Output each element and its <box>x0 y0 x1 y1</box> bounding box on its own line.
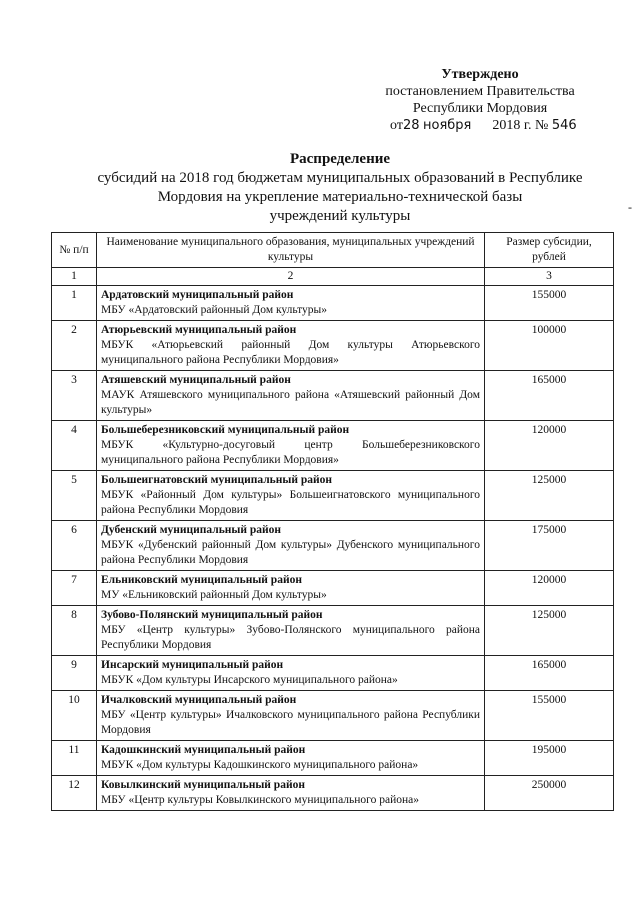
row-name-cell <box>97 321 485 371</box>
subsidy-amount: 165000 <box>485 371 614 421</box>
institution-name: МУ «Ельниковский районный Дом культуры» <box>101 589 327 601</box>
row-number: 11 <box>52 741 97 776</box>
institution-name: МБУК «Дом культуры Кадошкинского муниципального района» <box>101 759 419 771</box>
district-name: Атяшевский муниципальный район <box>101 374 291 386</box>
row-name-cell <box>97 371 485 421</box>
column-index-row <box>52 268 614 286</box>
index-cell-3: 3 <box>485 268 614 286</box>
district-name: Зубово-Полянский муниципальный район <box>101 609 323 621</box>
distribution-table <box>51 232 614 811</box>
row-name-cell <box>97 286 485 321</box>
table-row <box>52 321 614 371</box>
approval-date-line <box>360 117 600 134</box>
district-name: Инсарский муниципальный район <box>101 659 284 671</box>
row-name-cell <box>97 571 485 606</box>
row-number: 12 <box>52 776 97 811</box>
table-row <box>52 606 614 656</box>
heading-subtitle-1: субсидий на 2018 год бюджетам муниципальных образований в Республике <box>97 170 583 186</box>
index-cell-1: 1 <box>52 268 97 286</box>
subsidy-amount: 175000 <box>485 521 614 571</box>
row-name-cell <box>97 421 485 471</box>
heading-subtitle-3: учреждений культуры <box>269 208 411 224</box>
row-number: 7 <box>52 571 97 606</box>
table-row <box>52 691 614 741</box>
row-number: 10 <box>52 691 97 741</box>
row-number: 6 <box>52 521 97 571</box>
row-number: 5 <box>52 471 97 521</box>
table-body <box>52 268 614 811</box>
row-number: 3 <box>52 371 97 421</box>
table-row <box>52 776 614 811</box>
row-name-cell <box>97 521 485 571</box>
institution-name: МБУК «Районный Дом культуры» Большеигнатовского муниципального района Республики Мордовия <box>101 489 480 516</box>
institution-name: МБУ «Центр культуры» Зубово-Полянского муниципального района Республики Мордовия <box>101 624 480 651</box>
table-row <box>52 421 614 471</box>
subsidy-amount: 165000 <box>485 656 614 691</box>
institution-name: МБУК «Дом культуры Инсарского муниципального района» <box>101 674 398 686</box>
row-number: 8 <box>52 606 97 656</box>
district-name: Большеберезниковский муниципальный район <box>101 424 350 436</box>
approval-line-2: Республики Мордовия <box>412 101 548 116</box>
approval-block <box>360 66 600 134</box>
subsidy-amount: 125000 <box>485 471 614 521</box>
district-name: Ельниковский муниципальный район <box>101 574 302 586</box>
row-name-cell <box>97 656 485 691</box>
row-name-cell <box>97 691 485 741</box>
subsidy-amount: 100000 <box>485 321 614 371</box>
district-name: Ковылкинский муниципальный район <box>101 779 305 791</box>
district-name: Большеигнатовский муниципальный район <box>101 474 332 486</box>
document-heading <box>60 150 620 226</box>
institution-name: МАУК Атяшевского муниципального района «Атяшевский районный Дом культуры» <box>101 389 480 416</box>
row-name-cell <box>97 606 485 656</box>
date-month: ноября <box>422 118 472 133</box>
institution-name: МБУ «Ардатовский районный Дом культуры» <box>101 304 328 316</box>
district-name: Дубенский муниципальный район <box>101 524 282 536</box>
table-row <box>52 741 614 776</box>
subsidy-amount: 195000 <box>485 741 614 776</box>
district-name: Атюрьевский муниципальный район <box>101 324 297 336</box>
table-row <box>52 656 614 691</box>
heading-title: Распределение <box>289 151 391 167</box>
table-row <box>52 286 614 321</box>
row-number: 4 <box>52 421 97 471</box>
institution-name: МБУ «Центр культуры» Ичалковского муниципального района Республики Мордовия <box>101 709 480 736</box>
institution-name: МБУК «Культурно-досуговый центр Большеберезниковского муниципального района Республики Мордовия» <box>101 439 480 466</box>
district-name: Кадошкинский муниципальный район <box>101 744 306 756</box>
date-day: 28 <box>402 118 420 133</box>
row-name-cell <box>97 471 485 521</box>
date-year: 2018 г. <box>492 118 532 133</box>
subsidy-amount: 250000 <box>485 776 614 811</box>
row-number: 2 <box>52 321 97 371</box>
district-name: Ичалковский муниципальный район <box>101 694 297 706</box>
date-prefix: от <box>390 118 403 133</box>
subsidy-amount: 125000 <box>485 606 614 656</box>
institution-name: МБУ «Центр культуры Ковылкинского муниципального района» <box>101 794 420 806</box>
subsidy-amount: 155000 <box>485 691 614 741</box>
row-name-cell <box>97 776 485 811</box>
header-name: Наименование муниципального образования, муниципальных учреждений культуры <box>97 233 485 268</box>
institution-name: МБУК «Дубенский районный Дом культуры» Дубенского муниципального района Республики Мордовия <box>101 539 480 566</box>
number-sign: № <box>535 118 549 133</box>
decree-number: 546 <box>551 118 577 133</box>
row-name-cell <box>97 741 485 776</box>
table-row <box>52 371 614 421</box>
header-amount: Размер субсидии, рублей <box>485 233 614 268</box>
district-name: Ардатовский муниципальный район <box>101 289 294 301</box>
approval-line-1: постановлением Правительства <box>385 84 575 99</box>
row-number: 9 <box>52 656 97 691</box>
header-num: № п/п <box>52 233 97 268</box>
table-row <box>52 571 614 606</box>
heading-subtitle-2: Мордовия на укрепление материально-технической базы <box>157 189 523 205</box>
margin-mark: - <box>628 200 632 214</box>
index-cell-2: 2 <box>97 268 485 286</box>
approval-title: Утверждено <box>441 67 519 82</box>
institution-name: МБУК «Атюрьевский районный Дом культуры Атюрьевского муниципального района Республики Мордовия» <box>101 339 480 366</box>
row-number: 1 <box>52 286 97 321</box>
table-header-row <box>52 233 614 268</box>
subsidy-amount: 120000 <box>485 571 614 606</box>
subsidy-amount: 155000 <box>485 286 614 321</box>
subsidy-amount: 120000 <box>485 421 614 471</box>
table-row <box>52 471 614 521</box>
table-row <box>52 521 614 571</box>
